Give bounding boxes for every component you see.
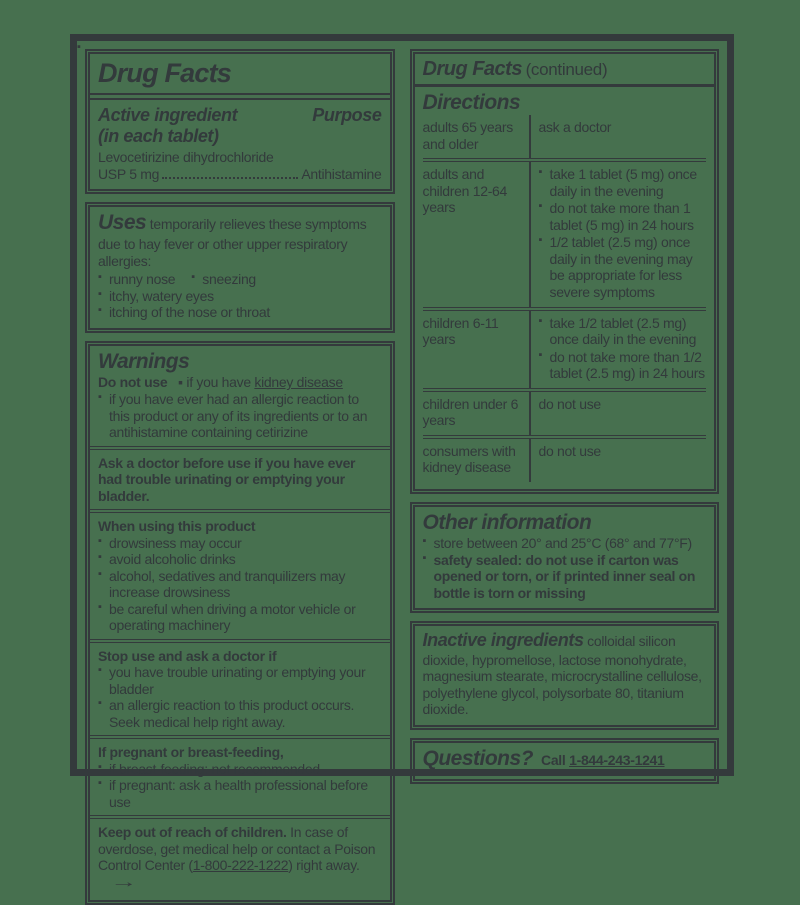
warnings-section	[85, 341, 395, 905]
kidney-disease-term: kidney disease	[254, 374, 343, 391]
ask-doctor-text: Ask a doctor before use if you have ever had trouble urinating or emptying your bladder.	[98, 454, 356, 504]
keep-out-rest: In case of overdose, get medical help or contact a Poison Control Center (	[98, 824, 376, 874]
purpose-value: Antihistamine	[301, 165, 382, 182]
bullet-item: ▪ safety sealed: do not use if carton was opened or torn, or if printed inner seal on bottle is torn or missing	[423, 552, 707, 602]
age-group-cell: consumers with kidney disease	[422, 442, 516, 476]
do-not-use-label: Do not use	[98, 374, 168, 391]
uses-bullet-list	[98, 271, 382, 321]
directions-section	[410, 49, 720, 494]
questions-heading: Questions?	[422, 746, 534, 770]
age-group-cell: adults 65 years and older	[422, 119, 513, 152]
keep-out-bold: Keep out of reach of children.	[98, 824, 287, 841]
keep-out-suffix: ) right away.	[288, 857, 360, 874]
warnings-heading: Warnings	[98, 349, 190, 373]
active-ingredient-subheading: (in each tablet)	[98, 126, 219, 147]
uses-heading: Uses	[98, 211, 147, 235]
instruction-cell: ask a doctor	[529, 115, 707, 158]
other-information-section	[410, 502, 720, 614]
bullet-item: ▪ itching of the nose or throat	[98, 304, 270, 321]
when-using-label: When using this product	[98, 518, 256, 535]
other-information-heading: Other information	[422, 510, 592, 534]
bullet-item: ▪ if pregnant: ask a health professional before use	[98, 777, 382, 810]
questions-phone: 1-844-243-1241	[569, 751, 665, 768]
section-divider	[90, 735, 390, 739]
table-row	[423, 115, 707, 158]
active-ingredient-section	[85, 49, 395, 194]
table-row	[423, 158, 707, 306]
age-group-cell: children 6-11 years	[422, 314, 499, 348]
ingredient-name: Levocetirizine dihydrochloride	[98, 149, 274, 166]
do-not-use-line: Do not use ▪ ▪ if you have kidney disease	[98, 374, 382, 391]
do-not-use-inline: if you have	[186, 374, 255, 391]
instruction-cell: do not use	[529, 439, 707, 482]
bullet-item: ▪ avoid alcoholic drinks	[98, 551, 235, 568]
dot-leader	[162, 177, 298, 179]
continue-right-arrow-icon: →	[110, 873, 137, 891]
uses-intro: temporarily relieves these symptoms due to hay fever or other upper respiratory allergies:	[98, 216, 367, 269]
title-rule	[90, 93, 390, 100]
call-label: Call	[541, 751, 570, 768]
left-column	[85, 49, 395, 891]
instruction-cell	[529, 162, 707, 306]
keep-out-of-reach-text	[98, 824, 382, 892]
bullet-item: ▪ do not take more than 1 tablet (5 mg) in 24 hours	[539, 200, 707, 233]
questions-call-text	[541, 752, 665, 769]
table-row	[423, 388, 707, 435]
inactive-ingredients-text: colloidal silicon dioxide, hypromellose, lactose monohydrate, magnesium stearate, microcrystalline cellulose, polyethylene glycol, polysorbate 80, titanium dioxide.	[422, 633, 702, 718]
active-ingredient-heading: Active ingredient	[98, 104, 238, 125]
section-divider	[90, 446, 390, 450]
right-column	[410, 49, 720, 770]
stop-use-label: Stop use and ask a doctor if	[98, 647, 277, 664]
continued-label: (continued)	[525, 60, 608, 79]
directions-heading: Directions	[422, 90, 521, 114]
bullet-item: ▪ drowsiness may occur	[98, 535, 242, 552]
bullet-item: ▪ 1/2 tablet (2.5 mg) once daily in the evening may be appropriate for less severe symptoms	[539, 234, 707, 300]
bullet-item: ▪ itchy, watery eyes	[98, 288, 214, 305]
bullet-item: ▪ if you have ever had an allergic reaction to this product or any of its ingredients or to an antihistamine containing cetirizine	[98, 391, 382, 441]
bullet-item: ▪ take 1 tablet (5 mg) once daily in the evening	[539, 166, 707, 199]
section-divider	[90, 509, 390, 513]
bullet-item: ▪ runny nose	[98, 271, 175, 288]
ingredient-amount-row	[98, 166, 382, 183]
section-divider	[90, 639, 390, 643]
directions-table	[423, 115, 707, 481]
age-group-cell: children under 6 years	[422, 395, 519, 429]
bullet-item: ▪ if breast-feeding: not recommended	[98, 761, 382, 778]
bullet-item: ▪ be careful when driving a motor vehicle or operating machinery	[98, 601, 382, 634]
drug-facts-continued-title: Drug Facts	[422, 58, 522, 80]
bullet-item: ▪ sneezing	[191, 271, 256, 288]
poison-control-phone: 1-800-222-1222	[192, 857, 289, 874]
instruction-cell	[529, 311, 707, 388]
drug-facts-title: Drug Facts	[98, 58, 232, 88]
purpose-heading: Purpose	[312, 104, 382, 125]
section-divider	[90, 815, 390, 819]
uses-section	[85, 202, 395, 332]
bullet-item: ▪ do not take more than 1/2 tablet (2.5 mg) in 24 hours	[539, 349, 707, 382]
ingredient-amount: USP 5 mg	[98, 165, 160, 182]
questions-section	[410, 738, 720, 784]
bullet-item: ▪ alcohol, sedatives and tranquilizers may increase drowsiness	[98, 568, 382, 601]
when-using-bullet-list	[98, 535, 382, 634]
title-rule	[415, 84, 715, 87]
bullet-item: ▪ take 1/2 tablet (2.5 mg) once daily in the evening	[539, 315, 707, 348]
instruction-cell: do not use	[529, 392, 707, 435]
bullet-item: ▪ an allergic reaction to this product occurs. Seek medical help right away.	[98, 697, 382, 730]
inactive-ingredients-heading: Inactive ingredients	[422, 630, 584, 651]
table-row	[423, 307, 707, 388]
bullet-item: ▪ store between 20° and 25°C (68° and 77°F)	[423, 535, 707, 552]
table-row	[423, 435, 707, 482]
pregnant-label: If pregnant or breast-feeding,	[98, 744, 284, 761]
age-group-cell: adults and children 12-64 years	[422, 166, 508, 216]
bullet-item: ▪ you have trouble urinating or emptying your bladder	[98, 664, 382, 697]
inactive-ingredients-section	[410, 621, 720, 729]
drug-facts-label	[70, 34, 734, 891]
